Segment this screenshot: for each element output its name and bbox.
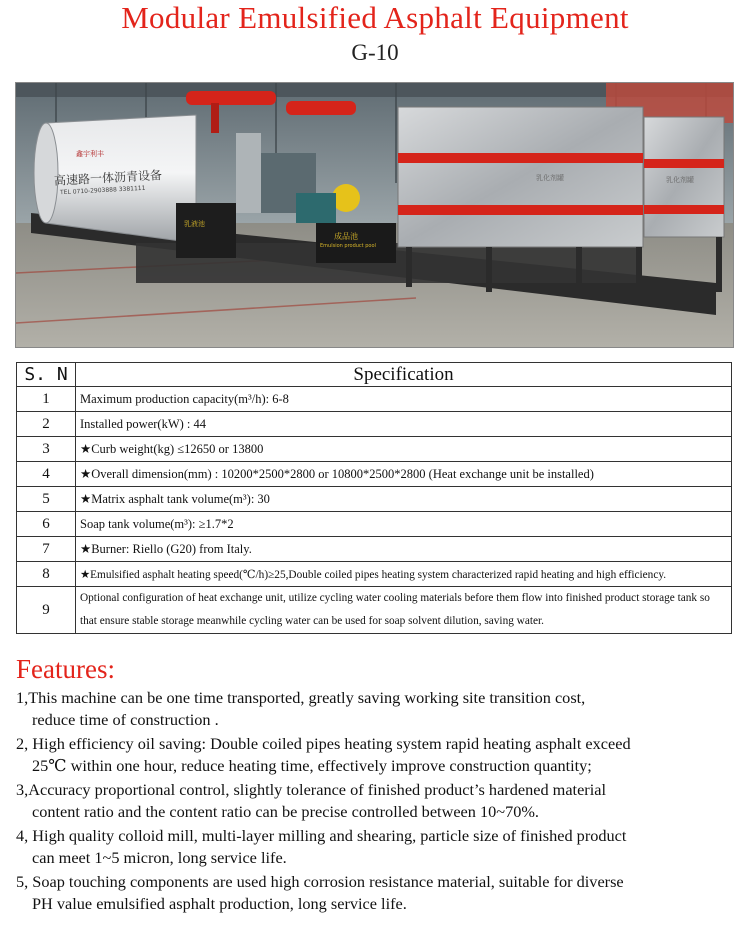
row-text: Optional configuration of heat exchange unit, utilize cycling water cooling materials before them flow into finished product storage tank so that ensure stable storage meanwhile cycling water can be used for soap solvent dilution, saving water.	[76, 587, 732, 634]
feature-line: 3,Accuracy proportional control, slightly tolerance of finished product’s hardened material	[16, 780, 606, 799]
specification-table	[16, 362, 732, 634]
tank-label-4: 乳化剂罐	[666, 176, 694, 184]
row-number: 2	[17, 412, 76, 437]
table-row	[17, 587, 732, 634]
row-text: ★Emulsified asphalt heating speed(℃/h)≥25,Double coiled pipes heating system characterized rapid heating and high efficiency.	[76, 562, 732, 587]
table-row	[17, 387, 732, 412]
page-title: Modular Emulsified Asphalt Equipment	[121, 0, 629, 35]
feature-line: 2, High efficiency oil saving: Double coiled pipes heating system rapid heating asphalt exceed	[16, 734, 631, 753]
tank-brand-mark: 鑫宇利丰	[76, 150, 104, 158]
row-text: Soap tank volume(m³): ≥1.7*2	[76, 512, 732, 537]
feature-line: 25℃ within one hour, reduce heating time, effectively improve construction quantity;	[32, 756, 592, 775]
list-item	[16, 733, 741, 777]
row-text: ★Matrix asphalt tank volume(m³): 30	[76, 487, 732, 512]
row-number: 1	[17, 387, 76, 412]
table-row	[17, 537, 732, 562]
pool-label-2-sub: Emulsion product pool	[320, 243, 376, 249]
row-text: ★Burner: Riello (G20) from Italy.	[76, 537, 732, 562]
row-text: Installed power(kW) : 44	[76, 412, 732, 437]
feature-line: can meet 1~5 micron, long service life.	[32, 848, 287, 867]
row-number: 7	[17, 537, 76, 562]
col-spec-header: Specification	[76, 363, 732, 387]
row-number: 6	[17, 512, 76, 537]
pool-label-2: 成品池	[334, 232, 358, 241]
table-row	[17, 487, 732, 512]
table-row	[17, 437, 732, 462]
feature-line: 1,This machine can be one time transported, greatly saving working site transition cost,	[16, 688, 586, 707]
feature-line: content ratio and the content ratio can be precise controlled between 10~70%.	[32, 802, 540, 821]
row-text: ★Curb weight(kg) ≤12650 or 13800	[76, 437, 732, 462]
row-number: 4	[17, 462, 76, 487]
features-heading: Features:	[16, 654, 115, 684]
col-sn-header: S. N	[17, 363, 76, 387]
table-header-row	[17, 363, 732, 387]
tank-text: 高速路一体沥青设备	[53, 168, 163, 188]
tank-small-text: TEL 0710-2903888 3381111	[59, 184, 146, 197]
model-number: G-10	[351, 40, 399, 65]
tank-label-3: 乳化剂罐	[536, 174, 564, 182]
list-item	[16, 825, 741, 869]
table-row	[17, 412, 732, 437]
table-row	[17, 562, 732, 587]
table-row	[17, 462, 732, 487]
table-row	[17, 512, 732, 537]
row-text: ★Overall dimension(mm) : 10200*2500*2800 or 10800*2500*2800 (Heat exchange unit be installed)	[76, 462, 732, 487]
row-number: 8	[17, 562, 76, 587]
feature-line: PH value emulsified asphalt production, long service life.	[32, 894, 407, 913]
list-item	[16, 871, 741, 915]
row-number: 3	[17, 437, 76, 462]
row-number: 9	[17, 587, 76, 634]
features-list	[16, 687, 741, 917]
feature-line: 4, High quality colloid mill, multi-layer milling and shearing, particle size of finished product	[16, 826, 627, 845]
pool-label-1: 乳液池	[184, 220, 205, 228]
list-item	[16, 779, 741, 823]
feature-line: reduce time of construction .	[32, 710, 219, 729]
feature-line: 5, Soap touching components are used high corrosion resistance material, suitable for diverse	[16, 872, 624, 891]
row-number: 5	[17, 487, 76, 512]
row-text: Maximum production capacity(m³/h): 6-8	[76, 387, 732, 412]
equipment-photo	[15, 82, 734, 348]
list-item	[16, 687, 741, 731]
